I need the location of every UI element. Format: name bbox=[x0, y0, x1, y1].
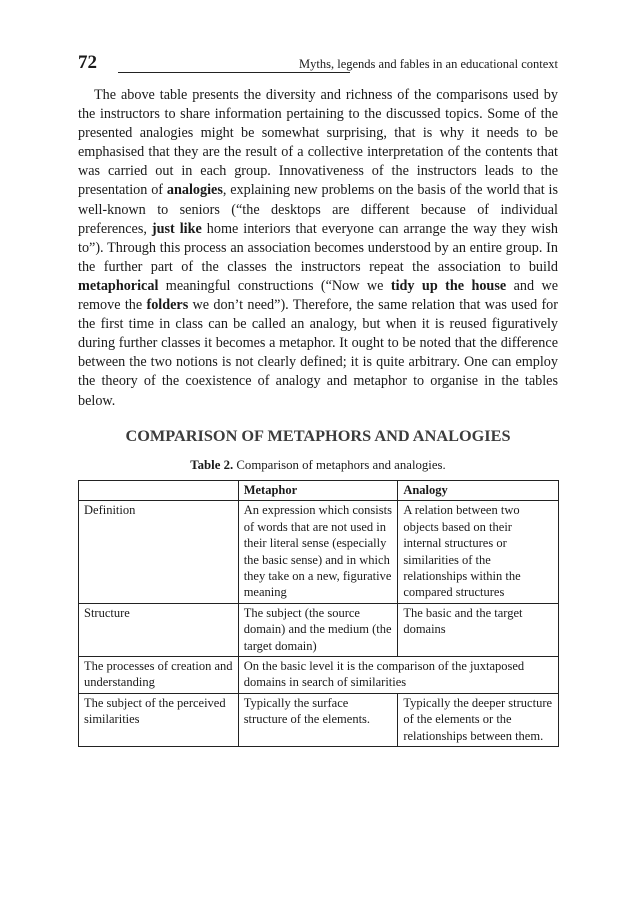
table-caption-text: Comparison of metaphors and analogies. bbox=[233, 458, 446, 472]
comparison-table bbox=[78, 480, 559, 747]
table-row bbox=[79, 657, 559, 694]
text-run: home interiors that everyone can arrange the way they wish to”). Through this process an association becomes understood by an entire group. In the further part of the classes the instructors repeat the association to build bbox=[78, 220, 558, 275]
row-label: The subject of the perceived similarities bbox=[79, 693, 239, 746]
metaphor-cell: Typically the surface structure of the elements. bbox=[238, 693, 398, 746]
header-cell-analogy: Analogy bbox=[398, 481, 559, 501]
text-run: we don’t need”). Therefore, the same relation that was used for the first time in class can be called an analogy, but when it is reused figuratively during further classes it becomes a metaphor. It ought to be noted that the difference between the two notions is not clearly defined; it is quite arbitrary. One can employ the theory of the coexistence of analogy and metaphor to organise in the tables below. bbox=[78, 297, 558, 409]
bold-term: just like bbox=[151, 220, 202, 237]
table-header-row bbox=[79, 481, 559, 501]
row-label: Structure bbox=[79, 603, 239, 656]
running-title: Myths, legends and fables in an educational context bbox=[299, 57, 558, 71]
table-caption-label: Table 2. bbox=[190, 458, 234, 472]
header-cell-metaphor: Metaphor bbox=[238, 481, 398, 501]
metaphor-cell: An expression which consists of words that are not used in their literal sense (especially the basic sense) and in which they take on a new, figurative meaning bbox=[238, 501, 398, 603]
table-row bbox=[79, 693, 559, 746]
bold-term: metaphorical bbox=[78, 277, 159, 294]
table-row bbox=[79, 603, 559, 656]
section-title: COMPARISON OF METAPHORS AND ANALOGIES bbox=[125, 426, 511, 445]
bold-term: tidy up the house bbox=[390, 277, 507, 294]
row-label: The processes of creation and understanding bbox=[79, 657, 239, 694]
paragraph bbox=[78, 86, 558, 411]
bold-term: analogies bbox=[166, 182, 223, 199]
text-run: meaningful constructions (“Now we bbox=[158, 277, 391, 294]
header-cell-empty bbox=[79, 481, 239, 501]
text-run: and we remove the bbox=[78, 277, 559, 314]
header-rule bbox=[118, 72, 350, 73]
text-run: , explaining new problems on the basis of the world that is well-known to seniors (“the desktops are different because of individual preferences, bbox=[78, 182, 558, 237]
table-caption bbox=[78, 458, 558, 473]
row-label: Definition bbox=[79, 501, 239, 603]
page-number: 72 bbox=[78, 52, 97, 73]
body-paragraph bbox=[78, 86, 558, 411]
merged-cell: On the basic level it is the comparison of the juxtaposed domains in search of similarities bbox=[238, 657, 558, 694]
analogy-cell: Typically the deeper structure of the elements or the relationships between them. bbox=[398, 693, 559, 746]
bold-term: folders bbox=[146, 297, 189, 314]
analogy-cell: The basic and the target domains bbox=[398, 603, 559, 656]
page-header bbox=[78, 52, 558, 78]
table-row bbox=[79, 501, 559, 603]
text-run: The above table presents the diversity and richness of the comparisons used by the instructors to share information pertaining to the discussed topics. Some of the presented analogies might be somewhat surprising, that is why it needs to be emphasised that they are the result of a collective interpretation of the contents that was carried out in each group. Innovativeness of the instructors leads to the presentation of bbox=[78, 87, 558, 199]
metaphor-cell: The subject (the source domain) and the medium (the target domain) bbox=[238, 603, 398, 656]
analogy-cell: A relation between two objects based on their internal structures or similarities of the relationships within the compared structures bbox=[398, 501, 559, 603]
